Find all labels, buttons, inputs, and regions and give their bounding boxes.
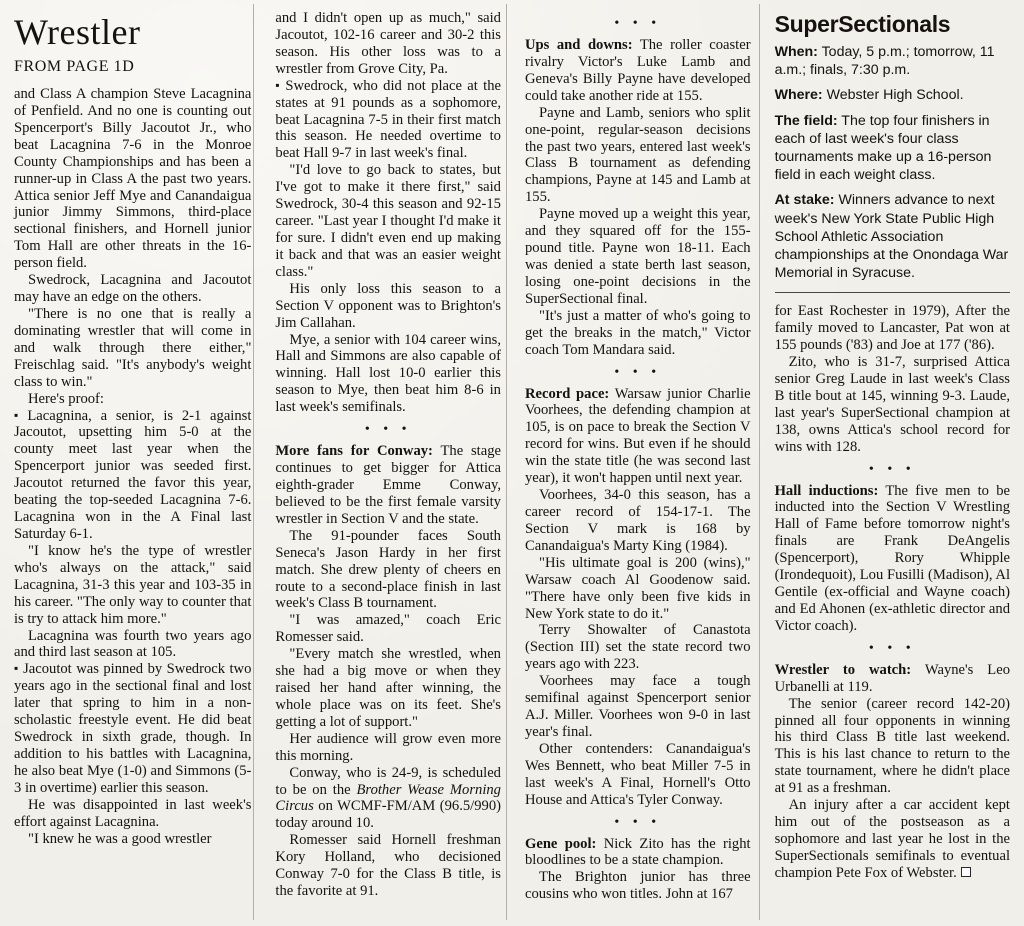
section-lead-text: The five men to be inducted into the Section V Wrestling Hall of Fame before tomorrow night's finals are Frank DeAngelis (Spencerport), Rory Whipple (Irondequoit), Lou Fusilli (Madison), Al Gentile (ex-official and Wayne coach) and Ed Ahonen (ex-athletic director and Victor coach). — [774, 482, 1011, 634]
radio-show-name: Brother Wease Morning Circus — [275, 781, 501, 815]
infobox-item-text: Winners advance to next week's New York State Public High School Athletic Association championships at the Onondaga War Memorial in Syracuse. — [774, 192, 1009, 282]
column-4 — [763, 10, 1010, 926]
paragraph: Here's proof: — [28, 390, 104, 407]
supersectionals-infobox — [775, 12, 1010, 282]
infobox-item — [775, 43, 1010, 79]
section-lead-paragraph — [275, 443, 501, 528]
infobox-item — [775, 112, 1010, 185]
italic-para-after: on WCMF-FM/AM (96.5/990) today around 10. — [275, 798, 501, 832]
page-title: Wrestler — [14, 12, 141, 52]
paragraph: for East Rochester in 1979), After the family moved to Lancaster, Pat won at 155 pounds ('83) and Joe at 177 ('86). — [774, 303, 1010, 354]
infobox-item-label: When: — [774, 44, 818, 61]
paragraph: "I'd love to go back to states, but I've got to make it there first," said Swedrock, 30-4 this season and 92-15 career. "Last year I thought I'd make it for sure. I didn't even end up making it back and that was an easier weight class." — [275, 162, 501, 280]
section-lead-label: Ups and downs: — [524, 37, 633, 53]
section-lead-text: Nick Zito has the right bloodlines to be a state champion. — [524, 835, 751, 869]
section-lead-text: Wayne's Leo Urbanelli at 119. — [774, 661, 1010, 695]
section-lead-paragraph — [525, 836, 751, 870]
section-lead-text: Warsaw junior Charlie Voorhees, the defending champion at 105, is on pace to break the Section V record for wins. But even if he should win the state title (he was second last year), it won't happen until next year. — [524, 385, 751, 487]
italic-para-before: Conway, who is 24-9, is scheduled to be on the — [275, 764, 501, 798]
column-1 — [14, 10, 263, 926]
section-lead-paragraph — [525, 386, 751, 488]
section-divider-dots: • • • — [614, 16, 662, 31]
infobox-item-label: The field: — [774, 112, 838, 129]
paragraph: Her audience will grow even more this morning. — [275, 730, 501, 764]
paragraph: Swedrock, Lacagnina and Jacoutot may have an edge on the others. — [14, 272, 252, 306]
from-page-line — [14, 58, 251, 76]
column-3 — [513, 10, 763, 926]
paragraph: Romesser said Hornell freshman Kory Holland, who decisioned Conway 7-0 for the Class B title, is the favorite at 91. — [275, 832, 501, 900]
paragraph: and Class A champion Steve Lacagnina of Penfield. And no one is counting out Spencerport's Billy Jacoutot Jr., who beat Lacagnina 7-6 in the Monroe County Championships and has been a runner-up in Class A the past two years. Attica senior Jeff Mye and Canandaigua junior Jimmy Simmons, third-place sectional finishers, and Hornell junior Tom Hall are other threats in the 16-person field. — [14, 86, 252, 272]
section-lead-label: Gene pool: — [524, 835, 597, 852]
paragraph-bulleted: ▪ Jacoutot was pinned by Swedrock two years ago in the sectional final and lost later that spring to him in a non-scholastic freestyle event. He did beat Swedrock in sixth grade, though. In addition to his battles with Lacagnina, he also beat Mye (1-0) and Simmons (5-3 in overtime) earlier this season. — [14, 661, 251, 796]
section-lead-label: Record pace: — [524, 385, 610, 402]
paragraph: Voorhees, 34-0 this season, has a career record of 154-17-1. The Section V mark is 168 by Canandaigua's Marty King (1984). — [524, 487, 751, 554]
section-divider-dots: • • • — [614, 814, 662, 830]
paragraph: Payne and Lamb, seniors who split one-point, regular-season decisions the past two years, entered last week's Class B tournament as defending champions, Payne at 145 and Lamb at 155. — [524, 104, 751, 206]
section-lead-label: Wrestler to watch: — [774, 661, 912, 678]
end-mark-icon — [961, 867, 971, 877]
paragraph: "There is no one that is really a dominating wrestler that will come in and walk through there either," Freischlag said. "It's anybody's weight class to win." — [14, 305, 252, 390]
paragraph: Voorhees may face a tough semifinal against Spencerport senior A.J. Miller. Voorhees won 9-0 in last year's final. — [524, 673, 751, 740]
paragraph: "Every match she wrestled, when she had a big move or when they raised her hand after winning, the whole place was on its feet. She's getting a lot of support." — [275, 646, 501, 730]
infobox-item — [775, 191, 1010, 282]
article-columns — [14, 10, 1010, 926]
section-divider-dots: • • • — [364, 422, 412, 438]
section-divider-dots: • • • — [868, 461, 916, 477]
section-lead-paragraph — [775, 662, 1010, 696]
final-paragraph-text: An injury after a car accident kept him out of the postseason as a sophomore and last year he lost in the SuperSectionals semifinals to eventual champion Pete Fox of Webster. — [774, 797, 1010, 881]
paragraph: Mye, a senior with 104 career wins, Hall and Simmons are also capable of winning. Hall lost 10-0 earlier this season to Mye, then beat him 8-6 in last week's semifinals. — [275, 331, 501, 416]
paragraph: "It's just a matter of who's going to get the breaks in the match," Victor coach Tom Mandara said. — [524, 307, 751, 358]
paragraph: Terry Showalter of Canastota (Section III) set the state record two years ago with 223. — [524, 622, 751, 673]
paragraph-bulleted: ▪ Swedrock, who did not place at the states at 91 pounds as a sophomore, beat Lacagnina 7-5 in their first match this season. He needed overtime to beat Hall 9-7 in last week's final. — [275, 78, 501, 163]
paragraph: Zito, who is 31-7, surprised Attica senior Greg Laude in last week's Class B title bout at 145, winning 9-3. Laude, last year's SuperSectional champion at 138, owns Attica's school record for wins with 128. — [774, 353, 1010, 455]
paragraph: "I know he's the type of wrestler who's always on the attack," said Lacagnina, 31-3 this year and 103-35 in his career. "The only way to counter that is try to attack him more." — [14, 542, 252, 627]
infobox-divider — [775, 292, 1010, 293]
infobox-item-text: Today, 5 p.m.; tomorrow, 11 a.m.; finals, 7:30 p.m. — [774, 44, 995, 79]
infobox-item-text: Webster High School. — [822, 87, 964, 104]
infobox-item-label: At stake: — [774, 192, 835, 209]
section-lead-text: The stage continues to get bigger for Attica eighth-grader Emme Conway, believed to be the first female varsity wrestler in Section V and the state. — [275, 443, 501, 527]
paragraph: His only loss this season to a Section V opponent was to Brighton's Jim Callahan. — [275, 280, 501, 331]
infobox-item-label: Where: — [774, 87, 823, 104]
paragraph: Payne moved up a weight this year, and they squared off for the 155-pound title. Payne won 18-11. Each was denied a state berth last season, losing one-point decisions in the SuperSectional final. — [524, 206, 751, 307]
paragraph-with-italics — [275, 765, 501, 833]
paragraph: and I didn't open up as much," said Jacoutot, 102-16 career and 30-2 this season. His other loss was to a wrestler from Grove City, Pa. — [275, 10, 501, 77]
section-lead-label: More fans for Conway: — [275, 443, 433, 460]
paragraph: Lacagnina was fourth two years ago and third last season at 105. — [14, 627, 252, 661]
paragraph: The Brighton junior has three cousins who won titles. John at 167 — [524, 869, 751, 903]
infobox-title: SuperSectionals — [774, 11, 951, 37]
section-lead-label: Hall inductions: — [774, 482, 879, 499]
paragraph: The 91-pounder faces South Seneca's Jason Hardy in her first match. She drew plenty of cheers en route to a second-place finish in last week's Class B tournament. — [275, 527, 501, 612]
paragraph: The senior (career record 142-20) pinned all four opponents in winning his third Class B title last weekend. This is his last chance to return to the state tournament, where he didn't place at 91 as a freshman. — [774, 695, 1010, 797]
infobox-item-text: The top four finishers in each of last week's four class tournaments make up a 16-person field in each weight class. — [774, 112, 992, 184]
section-lead-text: The roller coaster rivalry Victor's Luke Lamb and Geneva's Billy Payne have developed could take another ride at 155. — [524, 37, 751, 104]
section-lead-paragraph — [775, 483, 1010, 635]
column-2 — [263, 10, 513, 926]
paragraph: "I knew he was a good wrestler — [28, 830, 212, 847]
section-divider-dots: • • • — [868, 640, 916, 656]
section-divider-dots: • • • — [614, 364, 662, 380]
from-page-text: FROM PAGE 1D — [14, 58, 135, 75]
final-paragraph — [775, 797, 1010, 882]
paragraph: Other contenders: Canandaigua's Wes Bennett, who beat Miller 7-5 in last week's A Final, Hornell's Otto House and Attica's Tyler Conway. — [524, 740, 751, 808]
infobox-item — [775, 86, 1010, 104]
section-lead-paragraph — [525, 37, 751, 105]
paragraph: He was disappointed in last week's effort against Lacagnina. — [14, 796, 252, 830]
paragraph: "His ultimate goal is 200 (wins)," Warsaw coach Al Goodenow said. "There have only been five kids in New York state to do it." — [524, 554, 751, 622]
paragraph: "I was amazed," coach Eric Romesser said. — [275, 612, 501, 646]
paragraph-bulleted: ▪ Lacagnina, a senior, is 2-1 against Jacoutot, upsetting him 5-0 at the county meet last year when the Spencerport junior was seeded first. Jacoutot returned the favor this year, beating the top-seeded Lacagnina 7-6. Lacagnina won in the A Final last Saturday 6-1. — [14, 408, 251, 543]
